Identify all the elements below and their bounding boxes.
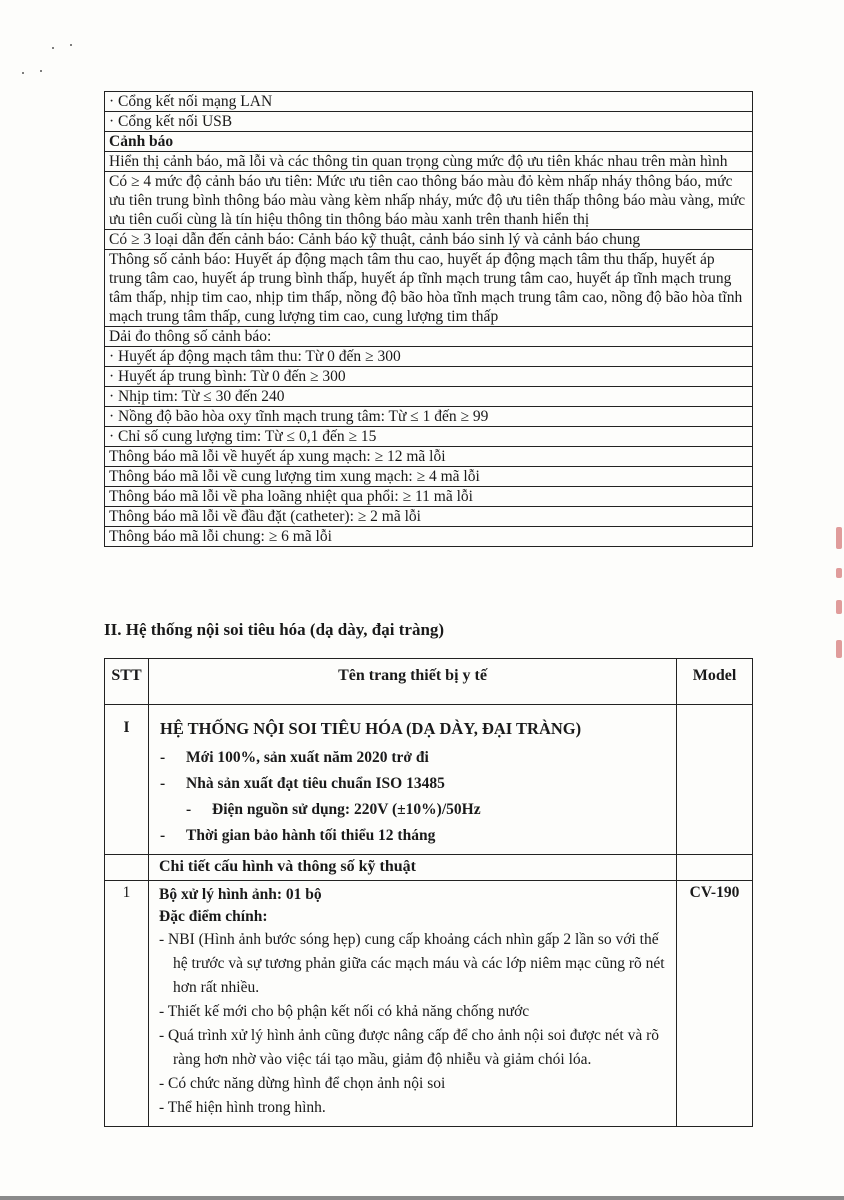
spec-cell: Thông báo mã lỗi về huyết áp xung mạch: ≥ 12 mã lỗi (105, 447, 753, 467)
margin-mark (836, 568, 842, 578)
spec-row (105, 327, 753, 347)
bullet-dash: - (160, 775, 166, 792)
spec-table-body (105, 92, 753, 547)
bullet-text: Nhà sản xuất đạt tiêu chuẩn ISO 13485 (186, 775, 445, 792)
list-item (150, 771, 675, 797)
bullet-text: Điện nguồn sử dụng: 220V (±10%)/50Hz (212, 801, 481, 818)
scan-speck (70, 44, 72, 46)
spec-cell: · Cổng kết nối mạng LAN (105, 92, 753, 112)
group-requirements-list (150, 745, 675, 849)
spec-row (105, 407, 753, 427)
spec-cell: Dải đo thông số cảnh báo: (105, 327, 753, 347)
section-heading: II. Hệ thống nội soi tiêu hóa (dạ dày, đại tràng) (104, 620, 445, 639)
spec-cell: Thông số cảnh báo: Huyết áp động mạch tâm thu cao, huyết áp động mạch tâm thu thấp, huyết áp trung tâm cao, huyết áp trung bình thấp, huyết áp tĩnh mạch trung tâm cao, huyết áp tĩnh mạch trung tâm thấp, nhịp tim cao, nhịp tim thấp, nồng độ bão hòa tĩnh mạch trung tâm cao, nồng độ bão hòa tĩnh mạch trung tâm thấp, cung lượng tim cao, cung lượng tim thấp (105, 250, 753, 327)
bullet-text: Mới 100%, sản xuất năm 2020 trở đi (186, 749, 429, 766)
scan-speck (52, 47, 54, 49)
spec-row (105, 487, 753, 507)
header-stt: STT (105, 659, 149, 705)
margin-mark (836, 600, 842, 614)
bullet-dash: - (186, 801, 192, 818)
table-header-row (105, 659, 753, 705)
spec-cell: Hiển thị cảnh báo, mã lỗi và các thông tin quan trọng cùng mức độ ưu tiên khác nhau trên màn hình (105, 152, 753, 172)
scan-speck (40, 70, 42, 72)
spec-cell: Có ≥ 4 mức độ cảnh báo ưu tiên: Mức ưu tiên cao thông báo màu đỏ kèm nhấp nháy thông báo, mức ưu tiên trung bình thông báo màu vàng kèm nhấp nháy, mức độ ưu tiên thấp thông báo màu vàng, mức ưu tiên cuối cùng là tín hiệu thông tin thông báo màu xanh trên thanh hiển thị (105, 172, 753, 230)
spec-row (105, 92, 753, 112)
feature-item: - NBI (Hình ảnh bước sóng hẹp) cung cấp khoảng cách nhìn gấp 2 lần so với thế hệ trước và sự tương phản giữa các mạch máu và các lớp niêm mạc cũng rõ nét hơn rất nhiều. (159, 928, 666, 1000)
spec-row (105, 367, 753, 387)
group-title: HỆ THỐNG NỘI SOI TIÊU HÓA (DẠ DÀY, ĐẠI TRÀNG) (160, 719, 582, 738)
spec-row (105, 427, 753, 447)
header-device-name: Tên trang thiết bị y tế (149, 659, 677, 705)
spec-cell: Cảnh báo (105, 132, 753, 152)
equipment-table (104, 658, 753, 1127)
spec-cell: Có ≥ 3 loại dẫn đến cảnh báo: Cảnh báo kỹ thuật, cảnh báo sinh lý và cảnh báo chung (105, 230, 753, 250)
spec-row (105, 112, 753, 132)
spec-row (105, 507, 753, 527)
group-row (105, 705, 753, 855)
group-cell (149, 705, 677, 855)
config-heading-row (105, 855, 753, 881)
feature-item: - Thể hiện hình trong hình. (159, 1096, 666, 1120)
spec-cell: · Huyết áp động mạch tâm thu: Từ 0 đến ≥ 300 (105, 347, 753, 367)
spec-row (105, 527, 753, 547)
scan-edge (0, 1196, 844, 1200)
list-item (150, 823, 675, 849)
spec-row (105, 467, 753, 487)
bullet-dash: - (160, 749, 166, 766)
margin-mark (836, 640, 842, 658)
bullet-text: Thời gian bảo hành tối thiểu 12 tháng (186, 827, 436, 844)
item-stt: 1 (105, 881, 149, 1127)
table-row (105, 881, 753, 1127)
config-heading: Chi tiết cấu hình và thông số kỹ thuật (149, 855, 677, 881)
feature-item: - Thiết kế mới cho bộ phận kết nối có khả năng chống nước (159, 1000, 666, 1024)
scan-speck (22, 72, 24, 74)
item-title: Bộ xử lý hình ảnh: 01 bộ (159, 886, 322, 903)
spec-row (105, 152, 753, 172)
spec-cell: Thông báo mã lỗi về pha loãng nhiệt qua phổi: ≥ 11 mã lỗi (105, 487, 753, 507)
margin-mark (836, 527, 842, 549)
spec-cell: · Huyết áp trung bình: Từ 0 đến ≥ 300 (105, 367, 753, 387)
spec-cell: · Nhịp tim: Từ ≤ 30 đến 240 (105, 387, 753, 407)
spec-row (105, 447, 753, 467)
spec-cell: Thông báo mã lỗi về cung lượng tim xung mạch: ≥ 4 mã lỗi (105, 467, 753, 487)
item-details (149, 881, 677, 1127)
spec-row (105, 230, 753, 250)
header-model: Model (677, 659, 753, 705)
list-item (150, 797, 675, 823)
config-heading-stt (105, 855, 149, 881)
feature-item: - Quá trình xử lý hình ảnh cũng được nâng cấp để cho ảnh nội soi được nét và rõ ràng hơn nhờ vào việc tái tạo mầu, giảm độ nhiễu và giảm chói lóa. (159, 1024, 666, 1072)
group-model (677, 705, 753, 855)
spec-cell: Thông báo mã lỗi chung: ≥ 6 mã lỗi (105, 527, 753, 547)
spec-row (105, 387, 753, 407)
alarm-spec-table (104, 91, 753, 547)
spec-row (105, 347, 753, 367)
spec-row (105, 250, 753, 327)
spec-row (105, 172, 753, 230)
feature-list (159, 928, 666, 1120)
spec-cell: · Nồng độ bão hòa oxy tĩnh mạch trung tâm: Từ ≤ 1 đến ≥ 99 (105, 407, 753, 427)
item-subtitle: Đặc điểm chính: (159, 908, 268, 925)
spec-cell: · Chỉ số cung lượng tim: Từ ≤ 0,1 đến ≥ 15 (105, 427, 753, 447)
spec-cell: · Cổng kết nối USB (105, 112, 753, 132)
spec-cell: Thông báo mã lỗi về đầu đặt (catheter): ≥ 2 mã lỗi (105, 507, 753, 527)
item-model: CV-190 (677, 881, 753, 1127)
group-stt: I (105, 705, 149, 855)
bullet-dash: - (160, 827, 166, 844)
list-item (150, 745, 675, 771)
spec-row (105, 132, 753, 152)
feature-item: - Có chức năng dừng hình để chọn ảnh nội soi (159, 1072, 666, 1096)
config-heading-model (677, 855, 753, 881)
